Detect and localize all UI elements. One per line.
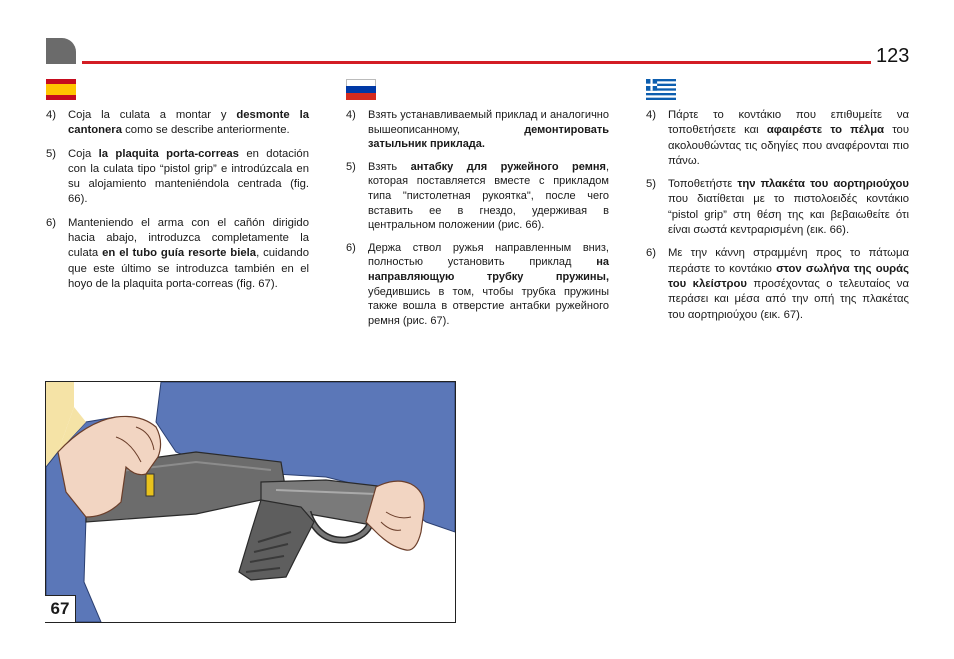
- russian-column: [346, 108, 609, 336]
- step-text-run: Πάρτε το κοντάκιο που επιθυμείτε να τοποθετήσετε και: [668, 109, 909, 137]
- greece-flag-icon: [646, 79, 676, 100]
- step-text-run: Coja: [68, 147, 99, 160]
- step-text-run: που διατίθεται με το πιστολοειδές κοντάκιο “pistol grip” στη θέση της και βεβαιωθείτε ότι είναι σωστά κεντραρισμένη (εικ. 66).: [668, 193, 909, 237]
- russia-flag-icon: [346, 79, 376, 100]
- instruction-step: [346, 241, 609, 329]
- step-text-run: en dotación con la culata tipo “pistol grip” e introdúzcala en su alojamiento manteniéndola centrada (fig. 66).: [68, 147, 309, 206]
- instruction-step: [346, 160, 609, 233]
- illustration-stock-assembly: [46, 382, 455, 622]
- step-text: [668, 246, 909, 322]
- step-number: 4): [46, 109, 57, 121]
- step-text-bold: desmonte la cantonera: [68, 109, 309, 137]
- step-number: 6): [346, 241, 356, 254]
- corner-tab: [46, 38, 76, 64]
- step-text-run: Coja la culata a montar y: [68, 109, 237, 121]
- figure-number: 67: [45, 595, 76, 622]
- step-text: [68, 108, 309, 139]
- step-number: 6): [646, 247, 657, 260]
- step-text-run: Τοποθετήστε: [668, 178, 738, 191]
- page-number: 123: [876, 45, 910, 67]
- instruction-step: [346, 108, 609, 152]
- spanish-column: [46, 108, 309, 300]
- step-text-bold: αφαιρέστε το πέλμα: [766, 124, 885, 137]
- step-text: [68, 147, 309, 208]
- header-rule: [82, 61, 871, 64]
- step-text-run: Взять устанавливаемый приклад и аналогично вышеописанному,: [368, 109, 609, 136]
- step-text-bold: την πλακέτα του αορτηριούχου: [737, 178, 909, 191]
- step-number: 5): [346, 160, 356, 173]
- step-text-run: του ακολουθώντας τις οδηγίες που αναφέρονται πιο πάνω.: [668, 124, 910, 167]
- instruction-step: [646, 246, 909, 322]
- step-text-bold: en el tubo guía resorte biela: [102, 247, 257, 260]
- step-text-run: Взять: [368, 160, 411, 173]
- step-number: 6): [46, 216, 57, 229]
- step-number: 4): [646, 109, 657, 121]
- step-text-run: Με την κάννη στραμμένη προς το πάτωμα περάστε το κοντάκιο: [668, 247, 909, 275]
- spain-flag-icon: [46, 79, 76, 100]
- step-text: [68, 216, 309, 292]
- instruction-step: [46, 216, 309, 292]
- step-text-run: Держа ствол ружья направленным вниз, полностью установить приклад: [368, 241, 609, 269]
- instruction-step: [46, 108, 309, 139]
- step-text: [668, 177, 909, 238]
- step-text-bold: на направляющую трубку пружины,: [368, 256, 609, 283]
- step-text: [668, 108, 909, 169]
- step-text-run: Manteniendo el arma con el cañón dirigido hacia abajo, introduzca completamente la culata: [68, 216, 309, 260]
- step-text-run: como se describe anteriormente.: [122, 124, 290, 137]
- step-text-run: убедившись в том, чтобы трубка пружины также вошла в отверстие антабки ружейного ремня (рис. 67).: [368, 285, 609, 327]
- step-number: 5): [646, 178, 657, 191]
- figure-67: [45, 381, 456, 623]
- step-text-run: , которая поставляется вместе с прикладом типа "пистолетная рукоятка", после чего вставить ее в гнездо, удерживая в центральном положении (рис. 66).: [368, 160, 609, 232]
- step-text-run: προσέχοντας ο τελευταίος να περάσει και μέσα από την οπή της πλακέτας του αορτηριούχου (εικ. 67).: [668, 277, 909, 321]
- step-text: [368, 160, 609, 233]
- step-text-bold: антабку для ружейного ремня: [410, 160, 606, 173]
- step-text: [368, 108, 609, 152]
- step-text-bold: демонтировать затыльник приклада.: [368, 123, 609, 151]
- step-text-bold: στον σωλήνα της ουράς του κλείστρου: [668, 262, 909, 290]
- step-text: [368, 241, 609, 329]
- step-text-run: , cuidando que este último se introduzca también en el hoyo de la plaquita porta-correas (fig. 67).: [68, 247, 309, 290]
- step-text-bold: la plaquita porta-correas: [98, 147, 239, 160]
- step-number: 4): [346, 109, 356, 121]
- step-number: 5): [46, 147, 57, 160]
- instruction-step: [646, 108, 909, 169]
- greek-column: [646, 108, 909, 331]
- instruction-step: [646, 177, 909, 238]
- instruction-step: [46, 147, 309, 208]
